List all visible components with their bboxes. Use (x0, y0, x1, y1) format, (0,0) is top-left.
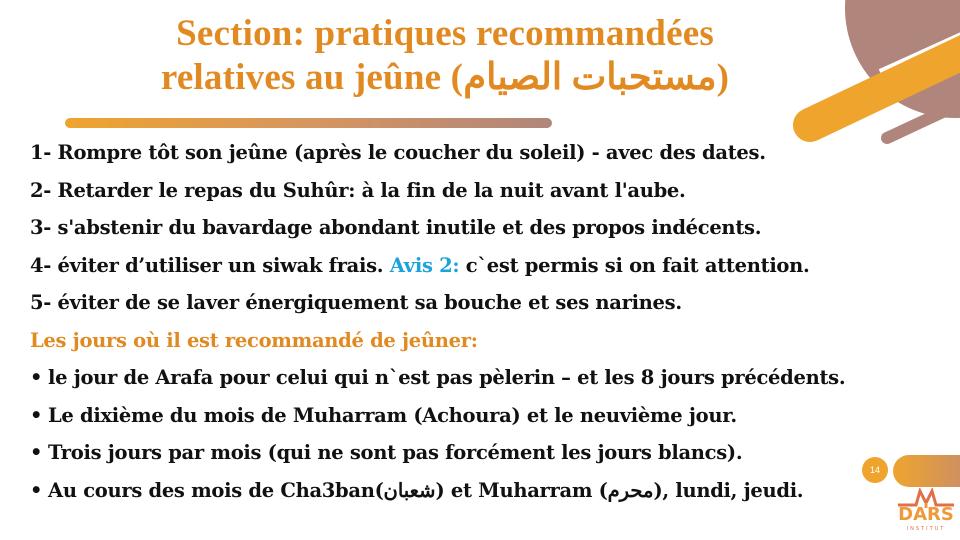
list-item: 5- éviter de se laver énergiquement sa bouche et ses narines. (30, 291, 682, 314)
bullet-item (30, 434, 950, 472)
bullet-icon: • (30, 478, 43, 502)
bullet-text: Le dixième du mois de Muharram (Achoura) et le neuvième jour. (48, 403, 737, 427)
logo-text: DARS (898, 504, 954, 525)
list-item: 1- Rompre tôt son jeûne (après le coucher du soleil) - avec des dates. (30, 141, 766, 164)
item-text: c`est permis si on fait attention. (459, 253, 810, 277)
bullet-text: le jour de Arafa pour celui qui n`est pas pèlerin – et les 8 jours précédents. (48, 366, 846, 389)
bullet-icon: • (30, 441, 43, 464)
bullet-text: Trois jours par mois (qui ne sont pas forcément les jours blancs). (48, 441, 743, 464)
title-line-2: relatives au jeûne (مستحبات الصيام) (160, 57, 730, 98)
item-text: 4- éviter d’utiliser un siwak frais. (30, 253, 390, 277)
list-item: 2- Retarder le repas du Suhûr: à la fin de la nuit avant l'aube. (30, 178, 686, 202)
slide-title (100, 12, 790, 100)
bullet-icon: • (30, 366, 43, 389)
page-number: 14 (862, 457, 888, 483)
title-line-1: Section: pratiques recommandées (176, 13, 714, 54)
avis-highlight: Avis 2: (389, 253, 460, 277)
title-underline-bar (65, 118, 552, 128)
section-subheading: Les jours où il est recommandé de jeûner: (30, 328, 478, 352)
list-item: 3- s'abstenir du bavardage abondant inutile et des propos indécents. (30, 216, 762, 239)
bullet-item (30, 397, 950, 435)
bullet-icon: • (30, 403, 43, 427)
slide-body (30, 134, 950, 509)
dars-logo (896, 488, 956, 538)
bullet-text: Au cours des mois de Cha3ban(شعبان) et Muharram (محرم), lundi, jeudi. (48, 478, 804, 502)
bullet-item (30, 359, 950, 397)
logo-subtitle: INSTITUT (906, 526, 946, 532)
list-item (30, 247, 950, 285)
page-number-pill (893, 455, 960, 487)
bullet-item (30, 472, 950, 510)
